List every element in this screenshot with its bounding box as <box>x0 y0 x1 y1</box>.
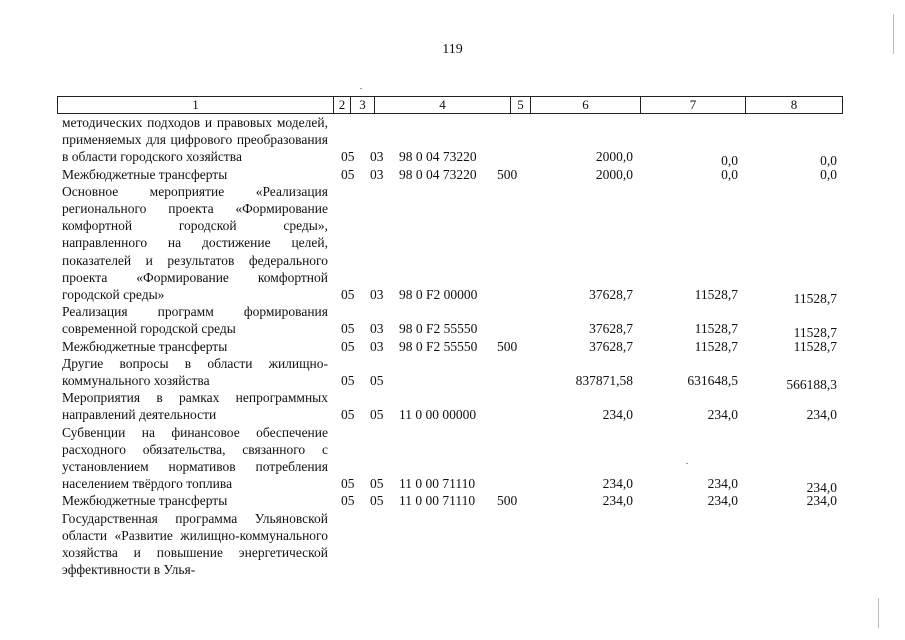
row-rz: 05 <box>341 493 355 509</box>
row-pr: 03 <box>370 166 384 182</box>
row-vr: 500 <box>497 338 518 354</box>
row-year3: 234,0 <box>806 480 837 496</box>
header-col-2: 2 <box>334 97 351 113</box>
row-name: Мероприятия в рамках непрограммных направлений деятельности <box>62 390 328 423</box>
table-row <box>0 355 905 393</box>
row-name: Реализация программ формирования современной городской среды <box>62 304 328 337</box>
scan-speck <box>360 88 362 89</box>
row-year1: 2000,0 <box>595 149 633 165</box>
row-year2: 234,0 <box>707 476 738 492</box>
row-rz: 05 <box>341 287 355 303</box>
row-year1: 37628,7 <box>589 321 633 337</box>
header-col-6: 6 <box>531 97 641 113</box>
table-row <box>0 492 905 509</box>
table-row <box>0 510 905 579</box>
row-rz: 05 <box>341 166 355 182</box>
row-vr: 500 <box>497 166 518 182</box>
header-col-1: 1 <box>58 97 334 113</box>
row-name: Основное мероприятие «Реализация регионального проекта «Формирование комфортной городской среды», направленного на достижение целей, показателей и результатов федерального проекта «Формирование комфортной городской среды» <box>62 183 328 303</box>
row-rz: 05 <box>341 321 355 337</box>
row-year3: 566188,3 <box>786 377 837 393</box>
header-col-4: 4 <box>375 97 511 113</box>
row-name: методических подходов и правовых моделей, применяемых для цифрового преобразования в области городского хозяйства <box>62 115 328 165</box>
scan-edge-line <box>893 14 894 54</box>
row-pr: 03 <box>370 338 384 354</box>
row-rz: 05 <box>341 407 355 423</box>
row-name: Межбюджетные трансферты <box>62 166 228 182</box>
table-row <box>0 424 905 496</box>
row-cs: 11 0 00 71110 <box>399 493 476 509</box>
row-rz: 05 <box>341 476 355 492</box>
row-year3: 0,0 <box>820 153 837 169</box>
row-cs: 98 0 F2 55550 <box>399 338 478 354</box>
row-year2: 11528,7 <box>694 321 738 337</box>
row-year1: 37628,7 <box>589 338 633 354</box>
row-rz: 05 <box>341 338 355 354</box>
row-year2: 11528,7 <box>694 338 738 354</box>
scan-speck <box>686 463 688 464</box>
row-year3: 234,0 <box>806 407 837 423</box>
table-row <box>0 114 905 169</box>
page-number: 119 <box>442 42 463 57</box>
row-pr: 05 <box>370 476 384 492</box>
header-col-3: 3 <box>351 97 375 113</box>
row-name: Межбюджетные трансферты <box>62 338 228 354</box>
row-year1: 234,0 <box>602 476 633 492</box>
table-row <box>0 183 905 307</box>
row-year2: 631648,5 <box>687 373 738 389</box>
row-cs: 98 0 04 73220 <box>399 149 477 165</box>
row-year2: 11528,7 <box>694 287 738 303</box>
table-header <box>57 96 843 114</box>
row-pr: 03 <box>370 321 384 337</box>
row-year1: 234,0 <box>602 407 633 423</box>
row-year3: 11528,7 <box>793 325 837 341</box>
table-row <box>0 303 905 341</box>
row-cs: 11 0 00 71110 <box>399 476 476 492</box>
row-year2: 0,0 <box>721 153 738 169</box>
row-rz: 05 <box>341 149 355 165</box>
row-cs: 98 0 04 73220 <box>399 166 477 182</box>
row-name: Другие вопросы в области жилищно-коммунального хозяйства <box>62 355 328 389</box>
row-year2: 234,0 <box>707 407 738 423</box>
row-cs: 11 0 00 00000 <box>399 407 477 423</box>
table-row <box>0 389 905 423</box>
header-col-8: 8 <box>790 97 798 112</box>
row-year1: 37628,7 <box>589 287 633 303</box>
row-pr: 03 <box>370 287 384 303</box>
row-year3: 0,0 <box>820 166 837 182</box>
row-year1: 837871,58 <box>575 373 633 389</box>
row-name: Субвенции на финансовое обеспечение расходного обязательства, связанного с установлением нормативов потребления населением твёрдого топлива <box>62 424 328 492</box>
row-year1: 234,0 <box>602 493 633 509</box>
row-year3: 234,0 <box>806 493 837 509</box>
row-pr: 05 <box>370 493 384 509</box>
row-cs: 98 0 F2 55550 <box>399 321 478 337</box>
row-year2: 0,0 <box>721 166 738 182</box>
row-year3: 11528,7 <box>793 338 837 354</box>
row-pr: 03 <box>370 149 384 165</box>
scan-edge-line <box>878 598 879 628</box>
header-col-7: 7 <box>641 97 746 113</box>
row-vr: 500 <box>497 493 518 509</box>
row-name: Межбюджетные трансферты <box>62 493 228 509</box>
table-row <box>0 166 905 183</box>
row-year2: 234,0 <box>707 493 738 509</box>
row-year1: 2000,0 <box>595 166 633 182</box>
row-pr: 05 <box>370 407 384 423</box>
row-pr: 05 <box>370 373 384 389</box>
row-name: Государственная программа Ульяновской области «Развитие жилищно-коммунального хозяйства и повышение энергетической эффективности в Улья- <box>62 510 328 578</box>
row-year3: 11528,7 <box>793 291 837 307</box>
row-rz: 05 <box>341 373 355 389</box>
table-row <box>0 338 905 355</box>
table-body <box>0 114 905 578</box>
row-cs: 98 0 F2 00000 <box>399 287 478 303</box>
header-col-5: 5 <box>511 97 531 113</box>
